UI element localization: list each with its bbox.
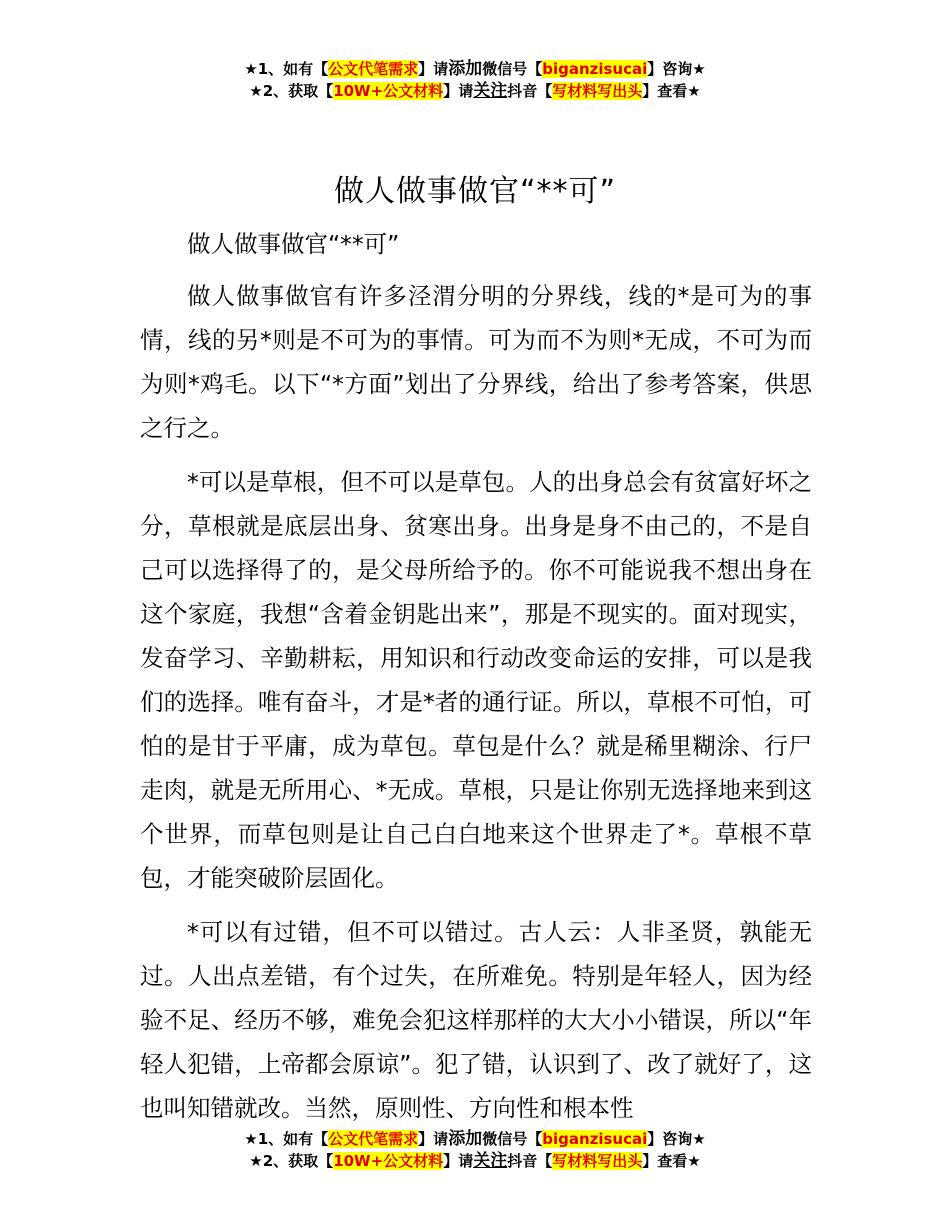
highlight-materials: 10W+公文材料 <box>333 1152 444 1170</box>
banner-text: ★2、获取【 <box>249 82 334 100</box>
banner-emphasis: 添加 <box>448 1129 483 1149</box>
banner-emphasis: 添加 <box>448 59 483 79</box>
highlight-wechat-id: biganzisucai <box>542 1130 648 1148</box>
document-title: 做人做事做官“**可” <box>333 174 617 209</box>
document-subtitle: 做人做事做官“**可” <box>187 230 400 258</box>
banner-text: 】请 <box>418 60 449 78</box>
highlight-douyin-account: 写材料写出头 <box>552 1152 643 1170</box>
banner-text: 】请 <box>443 1152 474 1170</box>
highlight-wechat-id: biganzisucai <box>542 60 648 78</box>
banner-line-2 <box>0 80 950 102</box>
footer-banner <box>0 1128 950 1172</box>
highlight-service: 公文代笔需求 <box>328 1130 419 1148</box>
banner-text: 】查看★ <box>642 1152 701 1170</box>
banner-line-1 <box>0 1128 950 1150</box>
banner-text: 】请 <box>418 1130 449 1148</box>
banner-text: 】查看★ <box>642 82 701 100</box>
banner-text: ★2、获取【 <box>249 1152 334 1170</box>
highlight-materials: 10W+公文材料 <box>333 82 444 100</box>
banner-text: 】咨询★ <box>647 1130 706 1148</box>
banner-text: 】咨询★ <box>647 60 706 78</box>
banner-line-1 <box>0 58 950 80</box>
highlight-service: 公文代笔需求 <box>328 60 419 78</box>
banner-text: 抖音【 <box>507 1152 553 1170</box>
banner-line-2 <box>0 1150 950 1172</box>
header-banner <box>0 58 950 102</box>
paragraph: *可以是草根，但不可以是草包。人的出身总会有贫富好坏之分，草根就是底层出身、贫寒出身。出身是身不由己的，不是自己可以选择得了的，是父母所给予的。你不可能说我不想出身在这个家庭，我想“含着金钥匙出来”，那是不现实的。面对现实，发奋学习、辛勤耕耘，用知识和行动改变命运的安排，可以是我们的选择。唯有奋斗，才是*者的通行证。所以，草根不可怕，可怕的是甘于平庸，成为草包。草包是什么？就是稀里糊涂、行尸走肉，就是无所用心、*无成。草根，只是让你别无选择地来到这个世界，而草包则是让自己白白地来这个世界走了*。草根不草包，才能突破阶层固化。 <box>140 468 812 892</box>
banner-emphasis: 关注 <box>473 1151 508 1171</box>
document-body <box>140 222 812 1130</box>
banner-text: 】请 <box>443 82 474 100</box>
banner-emphasis: 关注 <box>473 81 508 101</box>
paragraph: *可以有过错，但不可以错过。古人云：人非圣贤，孰能无过。人出点差错，有个过失，在所难免。特别是年轻人，因为经验不足、经历不够，难免会犯这样那样的大大小小错误，所以“年轻人犯错，上帝都会原谅”。犯了错，认识到了、改了就好了，这也叫知错就改。当然，原则性、方向性和根本性 <box>140 918 812 1122</box>
banner-text: 微信号【 <box>482 60 543 78</box>
banner-text: ★1、如有【 <box>244 60 329 78</box>
banner-text: ★1、如有【 <box>244 1130 329 1148</box>
paragraph: 做人做事做官有许多泾渭分明的分界线，线的*是可为的事情，线的另*则是不可为的事情。可为而不为则*无成，不可为而为则*鸡毛。以下“*方面”划出了分界线，给出了参考答案，供思之行之。 <box>140 282 812 442</box>
banner-text: 抖音【 <box>507 82 553 100</box>
highlight-douyin-account: 写材料写出头 <box>552 82 643 100</box>
banner-text: 微信号【 <box>482 1130 543 1148</box>
